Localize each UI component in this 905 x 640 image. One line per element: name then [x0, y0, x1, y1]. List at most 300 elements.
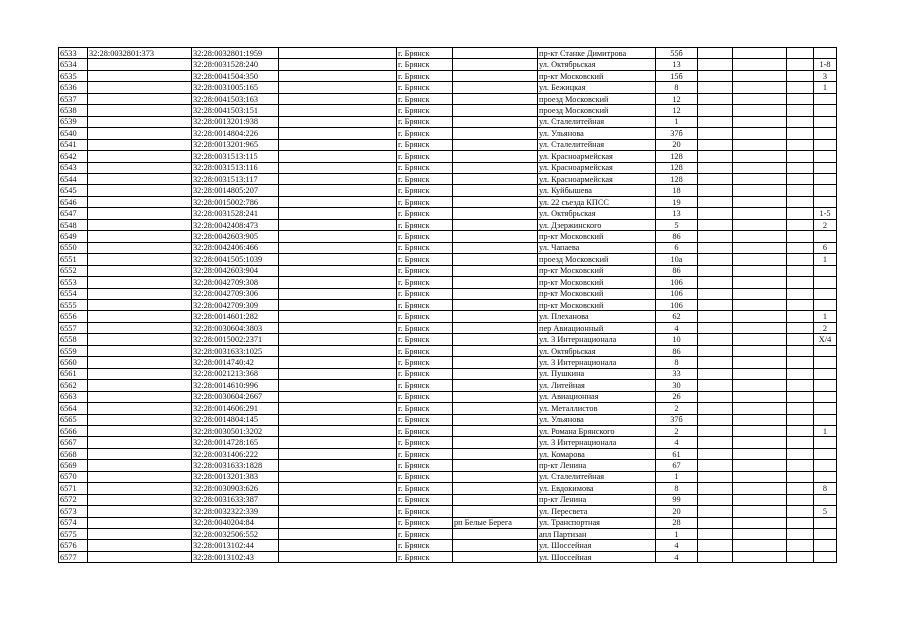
- blank-col-10-cell: [733, 139, 787, 150]
- settlement-cell: [453, 185, 538, 196]
- blank-col-10-cell: [733, 448, 787, 459]
- old-cadastral-number-cell: [88, 551, 192, 562]
- settlement-cell: [453, 425, 538, 436]
- blank-col-10-cell: [733, 231, 787, 242]
- blank-col-9-cell: [698, 391, 733, 402]
- settlement-cell: [453, 208, 538, 219]
- city-cell: г. Брянск: [397, 471, 453, 482]
- city-cell: г. Брянск: [397, 70, 453, 81]
- table-row: [59, 242, 837, 253]
- blank-col-10-cell: [733, 380, 787, 391]
- blank-col-11-cell: [787, 345, 814, 356]
- blank-col-11-cell: [787, 288, 814, 299]
- cadastral-number-cell: 32:28:0015002:2371: [192, 334, 279, 345]
- city-cell: г. Брянск: [397, 59, 453, 70]
- apartment-cell: [814, 299, 837, 310]
- city-cell: г. Брянск: [397, 93, 453, 104]
- apartment-cell: [814, 540, 837, 551]
- old-cadastral-number-cell: [88, 185, 192, 196]
- settlement-cell: [453, 322, 538, 333]
- table-row: [59, 299, 837, 310]
- settlement-cell: [453, 551, 538, 562]
- table-row: [59, 231, 837, 242]
- old-cadastral-number-cell: [88, 277, 192, 288]
- city-cell: г. Брянск: [397, 357, 453, 368]
- cadastral-number-cell: 32:28:0041505:1039: [192, 254, 279, 265]
- apartment-cell: [814, 116, 837, 127]
- house-number-cell: 26: [656, 391, 698, 402]
- record-number-cell: 6551: [59, 254, 88, 265]
- blank-col-4-cell: [279, 162, 397, 173]
- cadastral-number-cell: 32:28:0014740:42: [192, 357, 279, 368]
- cadastral-number-cell: 32:28:0015002:786: [192, 196, 279, 207]
- blank-col-4-cell: [279, 231, 397, 242]
- blank-col-4-cell: [279, 265, 397, 276]
- cadastral-number-cell: 32:28:0013102:43: [192, 551, 279, 562]
- settlement-cell: [453, 529, 538, 540]
- house-number-cell: 12: [656, 93, 698, 104]
- apartment-cell: [814, 357, 837, 368]
- street-cell: пр-кт Станке Димитрова: [538, 48, 656, 59]
- city-cell: г. Брянск: [397, 437, 453, 448]
- apartment-cell: 8: [814, 483, 837, 494]
- blank-col-11-cell: [787, 242, 814, 253]
- blank-col-4-cell: [279, 368, 397, 379]
- blank-col-10-cell: [733, 242, 787, 253]
- old-cadastral-number-cell: [88, 70, 192, 81]
- city-cell: г. Брянск: [397, 208, 453, 219]
- property-register-table: [58, 47, 837, 563]
- blank-col-9-cell: [698, 403, 733, 414]
- blank-col-10-cell: [733, 196, 787, 207]
- blank-col-11-cell: [787, 368, 814, 379]
- blank-col-10-cell: [733, 334, 787, 345]
- blank-col-9-cell: [698, 345, 733, 356]
- old-cadastral-number-cell: [88, 391, 192, 402]
- table-row: [59, 380, 837, 391]
- table-row: [59, 368, 837, 379]
- blank-col-10-cell: [733, 403, 787, 414]
- blank-col-9-cell: [698, 460, 733, 471]
- blank-col-4-cell: [279, 460, 397, 471]
- street-cell: проезд Московский: [538, 254, 656, 265]
- old-cadastral-number-cell: [88, 242, 192, 253]
- city-cell: г. Брянск: [397, 460, 453, 471]
- old-cadastral-number-cell: [88, 437, 192, 448]
- street-cell: ул. Романа Брянского: [538, 425, 656, 436]
- old-cadastral-number-cell: [88, 82, 192, 93]
- apartment-cell: [814, 403, 837, 414]
- blank-col-10-cell: [733, 460, 787, 471]
- city-cell: г. Брянск: [397, 219, 453, 230]
- settlement-cell: [453, 448, 538, 459]
- record-number-cell: 6570: [59, 471, 88, 482]
- city-cell: г. Брянск: [397, 173, 453, 184]
- blank-col-4-cell: [279, 494, 397, 505]
- record-number-cell: 6562: [59, 380, 88, 391]
- record-number-cell: 6541: [59, 139, 88, 150]
- table-row: [59, 277, 837, 288]
- house-number-cell: 106: [656, 277, 698, 288]
- blank-col-9-cell: [698, 231, 733, 242]
- blank-col-4-cell: [279, 82, 397, 93]
- old-cadastral-number-cell: [88, 219, 192, 230]
- street-cell: ул. Сталелитейная: [538, 116, 656, 127]
- blank-col-10-cell: [733, 322, 787, 333]
- table-row: [59, 82, 837, 93]
- city-cell: г. Брянск: [397, 116, 453, 127]
- apartment-cell: 3: [814, 70, 837, 81]
- old-cadastral-number-cell: [88, 265, 192, 276]
- cadastral-number-cell: 32:28:0031513:117: [192, 173, 279, 184]
- old-cadastral-number-cell: [88, 196, 192, 207]
- house-number-cell: 37б: [656, 128, 698, 139]
- street-cell: ул. Авиационная: [538, 391, 656, 402]
- street-cell: ул. Бежицкая: [538, 82, 656, 93]
- blank-col-9-cell: [698, 59, 733, 70]
- apartment-cell: [814, 460, 837, 471]
- settlement-cell: [453, 471, 538, 482]
- blank-col-4-cell: [279, 105, 397, 116]
- cadastral-number-cell: 32:28:0031528:241: [192, 208, 279, 219]
- table-row: [59, 540, 837, 551]
- blank-col-9-cell: [698, 529, 733, 540]
- blank-col-11-cell: [787, 517, 814, 528]
- blank-col-9-cell: [698, 551, 733, 562]
- cadastral-number-cell: 32:28:0013201:383: [192, 471, 279, 482]
- city-cell: г. Брянск: [397, 277, 453, 288]
- cadastral-number-cell: 32:28:0031528:240: [192, 59, 279, 70]
- apartment-cell: [814, 93, 837, 104]
- table-row: [59, 414, 837, 425]
- blank-col-10-cell: [733, 162, 787, 173]
- house-number-cell: 12: [656, 105, 698, 116]
- settlement-cell: [453, 173, 538, 184]
- house-number-cell: 13: [656, 208, 698, 219]
- record-number-cell: 6554: [59, 288, 88, 299]
- street-cell: ул. Металлистов: [538, 403, 656, 414]
- city-cell: г. Брянск: [397, 231, 453, 242]
- settlement-cell: [453, 231, 538, 242]
- record-number-cell: 6543: [59, 162, 88, 173]
- blank-col-9-cell: [698, 506, 733, 517]
- street-cell: апл Партизан: [538, 529, 656, 540]
- city-cell: г. Брянск: [397, 494, 453, 505]
- street-cell: пр-кт Московский: [538, 231, 656, 242]
- blank-col-11-cell: [787, 208, 814, 219]
- blank-col-9-cell: [698, 162, 733, 173]
- blank-col-10-cell: [733, 265, 787, 276]
- cadastral-number-cell: 32:28:0030604:3803: [192, 322, 279, 333]
- house-number-cell: 1: [656, 116, 698, 127]
- blank-col-11-cell: [787, 48, 814, 59]
- house-number-cell: 10: [656, 334, 698, 345]
- apartment-cell: [814, 414, 837, 425]
- house-number-cell: 4: [656, 437, 698, 448]
- settlement-cell: [453, 265, 538, 276]
- table-row: [59, 70, 837, 81]
- record-number-cell: 6564: [59, 403, 88, 414]
- apartment-cell: [814, 288, 837, 299]
- house-number-cell: 20: [656, 139, 698, 150]
- settlement-cell: [453, 254, 538, 265]
- blank-col-4-cell: [279, 242, 397, 253]
- old-cadastral-number-cell: [88, 448, 192, 459]
- house-number-cell: 4: [656, 540, 698, 551]
- blank-col-11-cell: [787, 425, 814, 436]
- cadastral-number-cell: 32:28:0040204:84: [192, 517, 279, 528]
- cadastral-number-cell: 32:28:0042603:904: [192, 265, 279, 276]
- cadastral-number-cell: 32:28:0042406:466: [192, 242, 279, 253]
- street-cell: проезд Московский: [538, 93, 656, 104]
- apartment-cell: [814, 139, 837, 150]
- table-row: [59, 425, 837, 436]
- street-cell: ул. Шоссейная: [538, 551, 656, 562]
- blank-col-10-cell: [733, 517, 787, 528]
- apartment-cell: 1-8: [814, 59, 837, 70]
- old-cadastral-number-cell: 32:28:0032801:373: [88, 48, 192, 59]
- street-cell: ул. Ульянова: [538, 128, 656, 139]
- blank-col-11-cell: [787, 357, 814, 368]
- apartment-cell: [814, 551, 837, 562]
- city-cell: г. Брянск: [397, 517, 453, 528]
- apartment-cell: [814, 345, 837, 356]
- cadastral-number-cell: 32:28:0014610:996: [192, 380, 279, 391]
- apartment-cell: [814, 391, 837, 402]
- apartment-cell: [814, 105, 837, 116]
- street-cell: ул. Плеханова: [538, 311, 656, 322]
- old-cadastral-number-cell: [88, 162, 192, 173]
- cadastral-number-cell: 32:28:0013201:965: [192, 139, 279, 150]
- old-cadastral-number-cell: [88, 529, 192, 540]
- cadastral-number-cell: 32:28:0030501:3202: [192, 425, 279, 436]
- cadastral-number-cell: 32:28:0042709:309: [192, 299, 279, 310]
- street-cell: ул. Транспортная: [538, 517, 656, 528]
- blank-col-10-cell: [733, 529, 787, 540]
- blank-col-9-cell: [698, 517, 733, 528]
- apartment-cell: [814, 173, 837, 184]
- blank-col-11-cell: [787, 93, 814, 104]
- city-cell: г. Брянск: [397, 299, 453, 310]
- city-cell: г. Брянск: [397, 391, 453, 402]
- house-number-cell: 30: [656, 380, 698, 391]
- blank-col-4-cell: [279, 414, 397, 425]
- record-number-cell: 6558: [59, 334, 88, 345]
- cadastral-number-cell: 32:28:0031513:115: [192, 151, 279, 162]
- house-number-cell: 106: [656, 299, 698, 310]
- table-row: [59, 139, 837, 150]
- old-cadastral-number-cell: [88, 494, 192, 505]
- city-cell: г. Брянск: [397, 540, 453, 551]
- settlement-cell: [453, 70, 538, 81]
- settlement-cell: [453, 48, 538, 59]
- blank-col-10-cell: [733, 151, 787, 162]
- city-cell: г. Брянск: [397, 196, 453, 207]
- old-cadastral-number-cell: [88, 334, 192, 345]
- record-number-cell: 6576: [59, 540, 88, 551]
- settlement-cell: [453, 288, 538, 299]
- record-number-cell: 6569: [59, 460, 88, 471]
- table-row: [59, 345, 837, 356]
- table-row: [59, 403, 837, 414]
- record-number-cell: 6553: [59, 277, 88, 288]
- blank-col-10-cell: [733, 185, 787, 196]
- blank-col-11-cell: [787, 105, 814, 116]
- old-cadastral-number-cell: [88, 311, 192, 322]
- city-cell: г. Брянск: [397, 368, 453, 379]
- blank-col-9-cell: [698, 128, 733, 139]
- blank-col-11-cell: [787, 471, 814, 482]
- street-cell: ул. 22 съезда КПСС: [538, 196, 656, 207]
- table-row: [59, 529, 837, 540]
- blank-col-9-cell: [698, 311, 733, 322]
- city-cell: г. Брянск: [397, 322, 453, 333]
- house-number-cell: 4: [656, 322, 698, 333]
- house-number-cell: 86: [656, 231, 698, 242]
- table-row: [59, 311, 837, 322]
- blank-col-11-cell: [787, 311, 814, 322]
- record-number-cell: 6572: [59, 494, 88, 505]
- settlement-cell: [453, 483, 538, 494]
- apartment-cell: [814, 517, 837, 528]
- record-number-cell: 6546: [59, 196, 88, 207]
- apartment-cell: [814, 231, 837, 242]
- record-number-cell: 6561: [59, 368, 88, 379]
- blank-col-10-cell: [733, 48, 787, 59]
- blank-col-9-cell: [698, 322, 733, 333]
- house-number-cell: 6: [656, 242, 698, 253]
- house-number-cell: 10а: [656, 254, 698, 265]
- blank-col-10-cell: [733, 93, 787, 104]
- blank-col-4-cell: [279, 151, 397, 162]
- table-row: [59, 173, 837, 184]
- old-cadastral-number-cell: [88, 345, 192, 356]
- blank-col-9-cell: [698, 414, 733, 425]
- blank-col-11-cell: [787, 185, 814, 196]
- blank-col-10-cell: [733, 288, 787, 299]
- blank-col-11-cell: [787, 551, 814, 562]
- record-number-cell: 6534: [59, 59, 88, 70]
- cadastral-number-cell: 32:28:0031005:165: [192, 82, 279, 93]
- house-number-cell: 1: [656, 471, 698, 482]
- apartment-cell: [814, 471, 837, 482]
- house-number-cell: 2: [656, 403, 698, 414]
- apartment-cell: [814, 265, 837, 276]
- blank-col-9-cell: [698, 105, 733, 116]
- city-cell: г. Брянск: [397, 334, 453, 345]
- table-row: [59, 185, 837, 196]
- apartment-cell: [814, 162, 837, 173]
- city-cell: г. Брянск: [397, 254, 453, 265]
- old-cadastral-number-cell: [88, 299, 192, 310]
- city-cell: г. Брянск: [397, 551, 453, 562]
- record-number-cell: 6549: [59, 231, 88, 242]
- cadastral-number-cell: 32:28:0031633:387: [192, 494, 279, 505]
- old-cadastral-number-cell: [88, 368, 192, 379]
- blank-col-9-cell: [698, 116, 733, 127]
- record-number-cell: 6544: [59, 173, 88, 184]
- record-number-cell: 6556: [59, 311, 88, 322]
- old-cadastral-number-cell: [88, 105, 192, 116]
- blank-col-4-cell: [279, 311, 397, 322]
- blank-col-11-cell: [787, 173, 814, 184]
- blank-col-4-cell: [279, 517, 397, 528]
- apartment-cell: 1-5: [814, 208, 837, 219]
- street-cell: ул. Красноармейская: [538, 173, 656, 184]
- table-row: [59, 517, 837, 528]
- apartment-cell: [814, 448, 837, 459]
- blank-col-4-cell: [279, 128, 397, 139]
- settlement-cell: [453, 128, 538, 139]
- settlement-cell: [453, 391, 538, 402]
- street-cell: ул. Комарова: [538, 448, 656, 459]
- old-cadastral-number-cell: [88, 425, 192, 436]
- old-cadastral-number-cell: [88, 288, 192, 299]
- blank-col-9-cell: [698, 208, 733, 219]
- table-row: [59, 196, 837, 207]
- house-number-cell: 18: [656, 185, 698, 196]
- blank-col-4-cell: [279, 345, 397, 356]
- blank-col-10-cell: [733, 483, 787, 494]
- street-cell: пр-кт Московский: [538, 299, 656, 310]
- city-cell: г. Брянск: [397, 139, 453, 150]
- old-cadastral-number-cell: [88, 517, 192, 528]
- old-cadastral-number-cell: [88, 483, 192, 494]
- table-row: [59, 254, 837, 265]
- apartment-cell: [814, 494, 837, 505]
- blank-col-4-cell: [279, 173, 397, 184]
- settlement-cell: [453, 311, 538, 322]
- settlement-cell: [453, 437, 538, 448]
- blank-col-10-cell: [733, 414, 787, 425]
- settlement-cell: [453, 105, 538, 116]
- blank-col-9-cell: [698, 334, 733, 345]
- street-cell: ул. Сталелитейная: [538, 139, 656, 150]
- apartment-cell: [814, 128, 837, 139]
- table-row: [59, 551, 837, 562]
- cadastral-number-cell: 32:28:0032322:339: [192, 506, 279, 517]
- record-number-cell: 6567: [59, 437, 88, 448]
- blank-col-11-cell: [787, 380, 814, 391]
- settlement-cell: [453, 460, 538, 471]
- street-cell: ул. Шоссейная: [538, 540, 656, 551]
- cadastral-number-cell: 32:28:0032801:1959: [192, 48, 279, 59]
- blank-col-9-cell: [698, 173, 733, 184]
- street-cell: проезд Московский: [538, 105, 656, 116]
- blank-col-11-cell: [787, 322, 814, 333]
- apartment-cell: [814, 368, 837, 379]
- blank-col-11-cell: [787, 70, 814, 81]
- blank-col-9-cell: [698, 82, 733, 93]
- blank-col-9-cell: [698, 540, 733, 551]
- city-cell: г. Брянск: [397, 128, 453, 139]
- cadastral-number-cell: 32:28:0041503:163: [192, 93, 279, 104]
- street-cell: ул. Октябрьская: [538, 345, 656, 356]
- settlement-cell: [453, 506, 538, 517]
- table-row: [59, 506, 837, 517]
- blank-col-4-cell: [279, 380, 397, 391]
- blank-col-9-cell: [698, 151, 733, 162]
- blank-col-10-cell: [733, 219, 787, 230]
- blank-col-11-cell: [787, 460, 814, 471]
- blank-col-10-cell: [733, 70, 787, 81]
- blank-col-11-cell: [787, 196, 814, 207]
- house-number-cell: 55б: [656, 48, 698, 59]
- settlement-cell: [453, 219, 538, 230]
- house-number-cell: 33: [656, 368, 698, 379]
- street-cell: пер Авиационный: [538, 322, 656, 333]
- old-cadastral-number-cell: [88, 128, 192, 139]
